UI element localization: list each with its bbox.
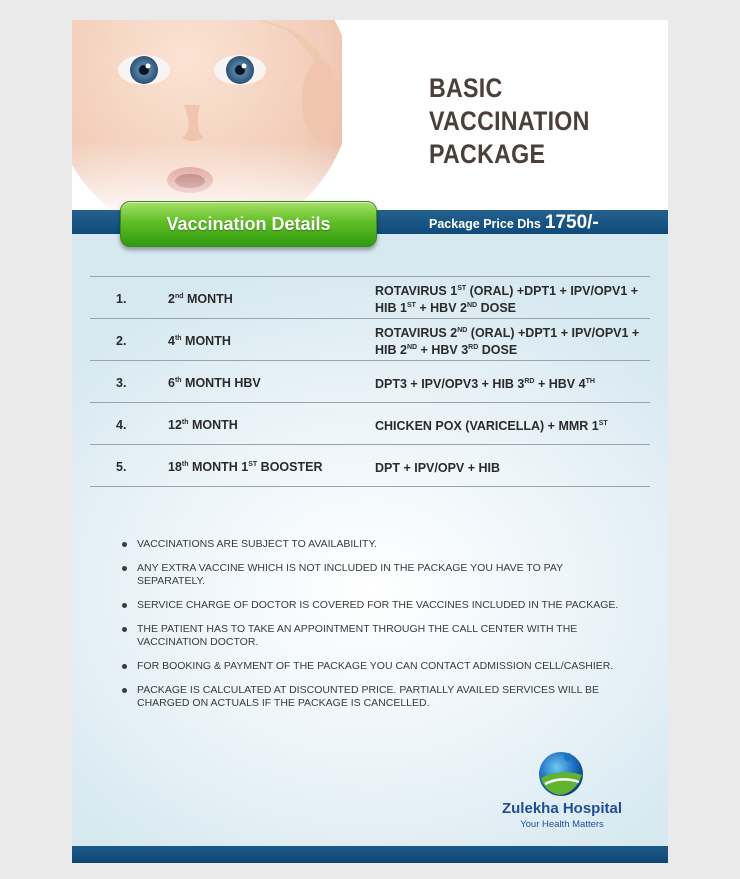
- age-text: MONTH: [181, 334, 231, 348]
- row-age: [168, 292, 233, 306]
- age-text: th: [174, 377, 182, 384]
- row-vaccines: [375, 418, 645, 435]
- table-row: [90, 445, 650, 487]
- age-text: th: [181, 461, 189, 468]
- title-line-1: BASIC: [429, 73, 503, 103]
- vaccination-details-tab: [120, 201, 377, 247]
- notes-list: [120, 538, 620, 721]
- hospital-logo: [497, 748, 627, 838]
- package-price: [429, 212, 599, 234]
- row-number: 2.: [116, 334, 127, 348]
- row-vaccines: [375, 283, 645, 317]
- age-text: 4: [168, 334, 175, 348]
- hospital-tagline: Your Health Matters: [520, 819, 604, 830]
- age-text: 6: [168, 376, 175, 390]
- table-row: [90, 319, 650, 361]
- row-number: 5.: [116, 460, 127, 474]
- vaccine-text: ROTAVIRUS 2: [375, 326, 458, 340]
- vaccine-text: (ORAL) +DPT1 + IPV/OPV1 + HIB 2: [375, 326, 640, 357]
- row-vaccines: [375, 460, 645, 477]
- row-age: [168, 418, 238, 432]
- vaccine-text: ND: [457, 327, 468, 334]
- age-text: MONTH 1: [188, 460, 249, 474]
- table-row: [90, 403, 650, 445]
- age-text: 12: [168, 418, 182, 432]
- age-text: th: [181, 419, 189, 426]
- hospital-globe-logo-icon: [535, 748, 587, 800]
- note-item: VACCINATIONS ARE SUBJECT TO AVAILABILITY.: [120, 538, 620, 551]
- title-line-3: PACKAGE: [429, 139, 546, 169]
- age-text: BOOSTER: [257, 460, 323, 474]
- vaccine-text: + HBV 3: [417, 343, 469, 357]
- vaccine-text: ST: [457, 285, 467, 292]
- footer-band: [72, 846, 668, 863]
- row-vaccines: [375, 325, 645, 359]
- page-title: [429, 72, 627, 171]
- vaccine-text: ST: [406, 302, 416, 309]
- age-text: 2: [168, 292, 175, 306]
- vaccine-text: DPT3 + IPV/OPV3 + HIB 3: [375, 377, 525, 391]
- vaccine-text: DOSE: [477, 301, 516, 315]
- row-age: [168, 376, 261, 390]
- vaccine-text: ROTAVIRUS 1: [375, 284, 458, 298]
- hospital-name: Zulekha Hospital: [501, 800, 623, 817]
- age-text: MONTH: [183, 292, 233, 306]
- vaccine-text: ND: [466, 302, 478, 309]
- age-text: MONTH HBV: [181, 376, 261, 390]
- price-label: Package Price Dhs: [429, 217, 541, 231]
- note-item: SERVICE CHARGE OF DOCTOR IS COVERED FOR THE VACCINES INCLUDED IN THE PACKAGE.: [120, 599, 620, 612]
- vaccine-text: CHICKEN POX (VARICELLA) + MMR 1: [375, 419, 599, 433]
- vaccination-details-label: Vaccination Details: [166, 214, 331, 234]
- vaccine-text: (ORAL) +DPT1 + IPV/OPV1 + HIB 1: [375, 284, 639, 315]
- table-row: [90, 361, 650, 403]
- price-amount: 1750/-: [544, 212, 599, 233]
- note-item: ANY EXTRA VACCINE WHICH IS NOT INCLUDED IN THE PACKAGE YOU HAVE TO PAY SEPARATELY.: [120, 562, 620, 588]
- row-number: 3.: [116, 376, 127, 390]
- table-row: [90, 277, 650, 319]
- row-number: 4.: [116, 418, 127, 432]
- age-text: MONTH: [188, 418, 238, 432]
- vaccine-text: ST: [598, 420, 608, 427]
- note-item: FOR BOOKING & PAYMENT OF THE PACKAGE YOU CAN CONTACT ADMISSION CELL/CASHIER.: [120, 660, 620, 673]
- vaccine-text: + HBV 2: [415, 301, 467, 315]
- row-vaccines: [375, 376, 645, 393]
- age-text: nd: [174, 293, 184, 300]
- vaccine-text: DPT + IPV/OPV + HIB: [375, 461, 501, 475]
- vaccine-text: DOSE: [478, 343, 518, 357]
- note-item: THE PATIENT HAS TO TAKE AN APPOINTMENT THROUGH THE CALL CENTER WITH THE VACCINATION DOCTOR.: [120, 623, 620, 649]
- age-text: th: [174, 335, 182, 342]
- row-age: [168, 460, 323, 474]
- vaccine-text: RD: [468, 344, 479, 351]
- age-text: 18: [168, 460, 182, 474]
- vaccine-text: TH: [585, 378, 595, 385]
- note-item: PACKAGE IS CALCULATED AT DISCOUNTED PRICE. PARTIALLY AVAILED SERVICES WILL BE CHARGED ON ACTUALS IF THE PACKAGE IS CANCELLED.: [120, 684, 620, 710]
- age-text: ST: [248, 461, 258, 468]
- baby-face-photo: [72, 20, 342, 220]
- vaccine-text: ND: [406, 344, 418, 351]
- row-number: 1.: [116, 292, 127, 306]
- vaccine-text: RD: [524, 378, 535, 385]
- row-age: [168, 334, 231, 348]
- vaccine-text: + HBV 4: [534, 377, 586, 391]
- title-line-2: VACCINATION: [429, 106, 590, 136]
- hero-banner: [72, 20, 668, 212]
- vaccination-flyer: [72, 20, 668, 863]
- vaccination-table: [90, 276, 650, 487]
